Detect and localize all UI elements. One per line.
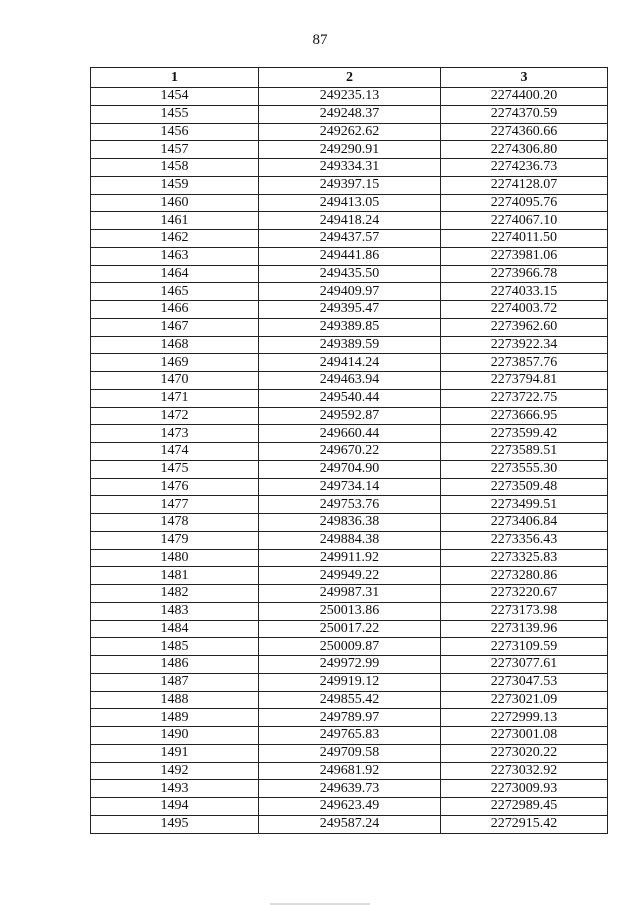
cell-x-coordinate: 249911.92 [259,549,441,567]
cell-point-number: 1460 [91,194,259,212]
cell-x-coordinate: 249709.58 [259,744,441,762]
table-row [91,496,608,514]
cell-x-coordinate: 249262.62 [259,123,441,141]
cell-y-coordinate: 2273555.30 [441,460,608,478]
cell-x-coordinate: 249587.24 [259,815,441,833]
table-row [91,656,608,674]
cell-x-coordinate: 249987.31 [259,585,441,603]
cell-point-number: 1479 [91,531,259,549]
column-header-y: 3 [441,68,608,88]
cell-point-number: 1486 [91,656,259,674]
table-row [91,354,608,372]
cell-x-coordinate: 250009.87 [259,638,441,656]
cell-y-coordinate: 2272915.42 [441,815,608,833]
cell-x-coordinate: 249623.49 [259,798,441,816]
table-row [91,727,608,745]
cell-point-number: 1489 [91,709,259,727]
cell-y-coordinate: 2274033.15 [441,283,608,301]
cell-point-number: 1455 [91,105,259,123]
cell-point-number: 1476 [91,478,259,496]
table-row [91,549,608,567]
cell-y-coordinate: 2272999.13 [441,709,608,727]
cell-y-coordinate: 2273962.60 [441,318,608,336]
cell-x-coordinate: 249704.90 [259,460,441,478]
cell-y-coordinate: 2273356.43 [441,531,608,549]
cell-y-coordinate: 2273722.75 [441,389,608,407]
cell-x-coordinate: 249435.50 [259,265,441,283]
cell-y-coordinate: 2273280.86 [441,567,608,585]
cell-x-coordinate: 249389.85 [259,318,441,336]
column-header-point-number: 1 [91,68,259,88]
cell-y-coordinate: 2273139.96 [441,620,608,638]
cell-y-coordinate: 2274067.10 [441,212,608,230]
table-header-row [91,68,608,88]
cell-y-coordinate: 2273077.61 [441,656,608,674]
table-row [91,141,608,159]
cell-point-number: 1492 [91,762,259,780]
cell-y-coordinate: 2273020.22 [441,744,608,762]
cell-point-number: 1482 [91,585,259,603]
cell-point-number: 1485 [91,638,259,656]
cell-x-coordinate: 249248.37 [259,105,441,123]
table-row [91,567,608,585]
cell-x-coordinate: 249437.57 [259,230,441,248]
table-row [91,673,608,691]
cell-x-coordinate: 249540.44 [259,389,441,407]
table-row [91,443,608,461]
cell-point-number: 1488 [91,691,259,709]
cell-x-coordinate: 249660.44 [259,425,441,443]
cell-x-coordinate: 249441.86 [259,247,441,265]
cell-y-coordinate: 2273109.59 [441,638,608,656]
cell-y-coordinate: 2273009.93 [441,780,608,798]
cell-x-coordinate: 249290.91 [259,141,441,159]
cell-y-coordinate: 2273032.92 [441,762,608,780]
column-header-x: 2 [259,68,441,88]
table-row [91,372,608,390]
table-row [91,620,608,638]
cell-point-number: 1495 [91,815,259,833]
cell-point-number: 1483 [91,602,259,620]
table-row [91,815,608,833]
cell-x-coordinate: 249639.73 [259,780,441,798]
cell-y-coordinate: 2274128.07 [441,176,608,194]
cell-y-coordinate: 2273966.78 [441,265,608,283]
table-row [91,265,608,283]
cell-x-coordinate: 249789.97 [259,709,441,727]
table-row [91,176,608,194]
cell-point-number: 1477 [91,496,259,514]
cell-y-coordinate: 2273001.08 [441,727,608,745]
table-row [91,159,608,177]
table-row [91,762,608,780]
cell-y-coordinate: 2273509.48 [441,478,608,496]
cell-x-coordinate: 249734.14 [259,478,441,496]
cell-y-coordinate: 2274306.80 [441,141,608,159]
cell-x-coordinate: 249395.47 [259,301,441,319]
cell-x-coordinate: 249884.38 [259,531,441,549]
table-row [91,709,608,727]
cell-point-number: 1468 [91,336,259,354]
cell-y-coordinate: 2274011.50 [441,230,608,248]
cell-x-coordinate: 249235.13 [259,88,441,106]
cell-point-number: 1458 [91,159,259,177]
cell-y-coordinate: 2274095.76 [441,194,608,212]
cell-point-number: 1459 [91,176,259,194]
table-row [91,389,608,407]
cell-point-number: 1464 [91,265,259,283]
table-row [91,478,608,496]
cell-y-coordinate: 2274400.20 [441,88,608,106]
table-row [91,514,608,532]
cell-point-number: 1469 [91,354,259,372]
cell-point-number: 1467 [91,318,259,336]
cell-y-coordinate: 2274370.59 [441,105,608,123]
table-row [91,194,608,212]
table-row [91,691,608,709]
cell-x-coordinate: 249592.87 [259,407,441,425]
cell-y-coordinate: 2273666.95 [441,407,608,425]
table-row [91,407,608,425]
cell-x-coordinate: 250013.86 [259,602,441,620]
cell-x-coordinate: 249919.12 [259,673,441,691]
cell-y-coordinate: 2273325.83 [441,549,608,567]
cell-point-number: 1473 [91,425,259,443]
cell-y-coordinate: 2274236.73 [441,159,608,177]
cell-point-number: 1471 [91,389,259,407]
cell-y-coordinate: 2273047.53 [441,673,608,691]
cell-y-coordinate: 2273499.51 [441,496,608,514]
cell-y-coordinate: 2273021.09 [441,691,608,709]
cell-y-coordinate: 2273220.67 [441,585,608,603]
table-row [91,283,608,301]
cell-point-number: 1470 [91,372,259,390]
cell-x-coordinate: 249972.99 [259,656,441,674]
table-row [91,230,608,248]
coordinates-table [90,67,608,834]
cell-point-number: 1478 [91,514,259,532]
table-row [91,585,608,603]
table-row [91,247,608,265]
table-row [91,212,608,230]
cell-point-number: 1461 [91,212,259,230]
cell-point-number: 1474 [91,443,259,461]
cell-x-coordinate: 249681.92 [259,762,441,780]
cell-point-number: 1465 [91,283,259,301]
cell-x-coordinate: 249389.59 [259,336,441,354]
table-row [91,460,608,478]
table-row [91,425,608,443]
cell-point-number: 1463 [91,247,259,265]
cell-y-coordinate: 2273599.42 [441,425,608,443]
cell-point-number: 1494 [91,798,259,816]
cell-x-coordinate: 249463.94 [259,372,441,390]
cell-y-coordinate: 2273922.34 [441,336,608,354]
cell-y-coordinate: 2273173.98 [441,602,608,620]
table-row [91,336,608,354]
table-row [91,531,608,549]
cell-y-coordinate: 2273406.84 [441,514,608,532]
table-body [91,88,608,834]
table-row [91,780,608,798]
cell-x-coordinate: 250017.22 [259,620,441,638]
cell-x-coordinate: 249836.38 [259,514,441,532]
cell-y-coordinate: 2272989.45 [441,798,608,816]
cell-x-coordinate: 249949.22 [259,567,441,585]
cell-x-coordinate: 249397.15 [259,176,441,194]
cell-x-coordinate: 249413.05 [259,194,441,212]
cell-point-number: 1462 [91,230,259,248]
cell-point-number: 1466 [91,301,259,319]
cell-point-number: 1493 [91,780,259,798]
table-row [91,105,608,123]
cell-point-number: 1475 [91,460,259,478]
cell-y-coordinate: 2273981.06 [441,247,608,265]
table-row [91,744,608,762]
cell-x-coordinate: 249670.22 [259,443,441,461]
cell-point-number: 1457 [91,141,259,159]
cell-point-number: 1484 [91,620,259,638]
cell-x-coordinate: 249418.24 [259,212,441,230]
cell-y-coordinate: 2273794.81 [441,372,608,390]
cell-point-number: 1454 [91,88,259,106]
table-row [91,318,608,336]
table-row [91,638,608,656]
cell-point-number: 1490 [91,727,259,745]
cell-point-number: 1491 [91,744,259,762]
cell-y-coordinate: 2274360.66 [441,123,608,141]
table-row [91,123,608,141]
cell-point-number: 1480 [91,549,259,567]
table-row [91,88,608,106]
cell-y-coordinate: 2274003.72 [441,301,608,319]
cell-x-coordinate: 249753.76 [259,496,441,514]
table-row [91,301,608,319]
table-row [91,602,608,620]
cell-point-number: 1456 [91,123,259,141]
cell-x-coordinate: 249334.31 [259,159,441,177]
cell-point-number: 1487 [91,673,259,691]
table-row [91,798,608,816]
cell-point-number: 1472 [91,407,259,425]
cell-point-number: 1481 [91,567,259,585]
cell-x-coordinate: 249414.24 [259,354,441,372]
page-number: 87 [312,32,328,48]
cell-y-coordinate: 2273589.51 [441,443,608,461]
cell-x-coordinate: 249855.42 [259,691,441,709]
cell-x-coordinate: 249765.83 [259,727,441,745]
cell-x-coordinate: 249409.97 [259,283,441,301]
cell-y-coordinate: 2273857.76 [441,354,608,372]
